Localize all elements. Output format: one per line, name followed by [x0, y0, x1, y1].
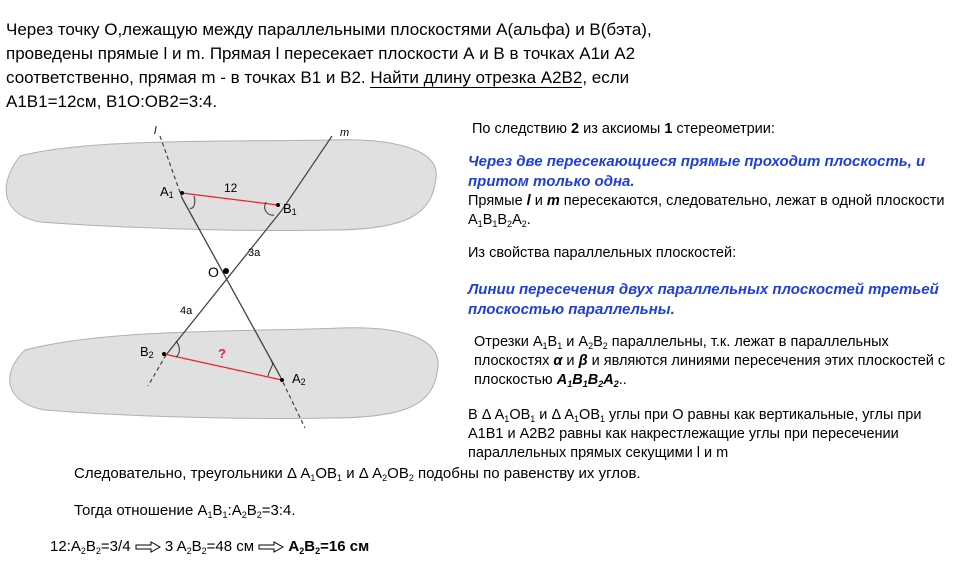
- similar-text-2: подобны по равенству их углов.: [413, 465, 641, 482]
- lines-text-3: пересекаются, следовательно, лежат в одной плоскости: [559, 193, 945, 209]
- point-b2: [162, 352, 166, 356]
- plane-alpha: [6, 140, 436, 231]
- label-a1: A1: [160, 184, 174, 200]
- axiom-number: 1: [664, 121, 673, 137]
- consequence-text: По следствию: [472, 121, 572, 137]
- tri-and: и Δ: [535, 407, 565, 423]
- plane-a1b1b2a2: $A_1B_1B_2A_2$.: [468, 212, 531, 229]
- seg-and-2: и: [562, 353, 579, 369]
- problem-line-1: Через точку О,лежащую между параллельными плоскостями А(альфа) и В(бэта),: [6, 20, 652, 39]
- seg-text-3: и являются линиями пересечения этих плоскостей с плоскостью: [474, 353, 946, 388]
- implies-arrow-icon: [135, 541, 161, 553]
- lines-text-2: и: [530, 193, 547, 209]
- plane-beta: [10, 328, 438, 419]
- problem-statement: [6, 18, 726, 114]
- consequence-text-2: из аксиомы: [579, 121, 665, 137]
- point-a2: [280, 378, 284, 382]
- problem-line-3-start: соответственно, прямая m - в точках В1 и В2.: [6, 68, 371, 87]
- theorem-parallel: Линии пересечения двух параллельных плоскостей третьей плоскостью параллельны.: [468, 281, 939, 318]
- point-b1: [276, 203, 280, 207]
- seg-and: и: [562, 334, 579, 350]
- tri-a1ob1-2: $A_1OB_1$: [564, 407, 606, 424]
- ratio-line: [74, 501, 296, 521]
- parallel-intro: Из свойства параллельных плоскостей:: [468, 245, 737, 261]
- label-b1: B1: [283, 201, 297, 217]
- seg-a1b1: $A_1B_1$: [532, 334, 563, 351]
- line-m-name: m: [546, 193, 560, 209]
- triangle-angles: [468, 406, 948, 463]
- problem-line-3-end: , если: [582, 68, 630, 87]
- label-b2: B2: [140, 344, 154, 360]
- triangle-a2ob2: $A_2OB_2$: [372, 465, 414, 483]
- consequence-text-3: стереометрии:: [672, 121, 775, 137]
- tri-text: В Δ: [468, 407, 495, 423]
- label-question: ?: [218, 346, 226, 361]
- final-answer: $A_2B_2=16$ см: [288, 538, 370, 556]
- similarity-line: [74, 464, 934, 484]
- implies-arrow-icon-2: [258, 541, 284, 553]
- seg-text: Отрезки: [474, 334, 533, 350]
- label-l: l: [154, 125, 157, 137]
- point-o: [223, 268, 229, 274]
- problem-line-3: [6, 66, 726, 90]
- label-o: O: [208, 264, 219, 280]
- final-a2b2: $A_2B_2$: [70, 538, 101, 556]
- label-m: m: [340, 127, 350, 139]
- line-l-name: l: [526, 193, 531, 209]
- segments-parallel: [468, 333, 948, 390]
- theorem-planes: Через две пересекающиеся прямые проходит плоскость, и притом только одна.: [468, 153, 926, 190]
- consequence-line: [468, 120, 948, 139]
- problem-question: Найти длину отрезка А2В2: [370, 68, 583, 87]
- final-text-2: =3/4: [100, 538, 131, 555]
- final-text-4: =48 см: [206, 538, 255, 555]
- point-a1: [180, 191, 184, 195]
- tri-a1ob1: $A_1OB_1$: [494, 407, 536, 424]
- ratio-expression: $A_1B_1:A_2B_2$: [197, 502, 262, 520]
- final-text-3: 3: [164, 538, 177, 555]
- triangle-a1ob1: $A_1OB_1$: [300, 465, 343, 483]
- seg-text-2: параллельны, т.к. лежат в параллельных плоскостях: [474, 334, 889, 369]
- ratio-value: =3:4.: [261, 502, 296, 519]
- alpha-symbol: α: [553, 353, 563, 369]
- beta-symbol: β: [578, 353, 588, 369]
- label-a2: A2: [292, 371, 306, 387]
- final-text-1: 12:: [50, 538, 71, 555]
- final-a2b2-2: $A_2B_2$: [176, 538, 207, 556]
- problem-line-4: А1В1=12см, В1О:ОВ2=3:4.: [6, 92, 218, 111]
- similar-text: Следовательно, треугольники Δ: [74, 465, 301, 482]
- final-calculation: [50, 537, 369, 557]
- consequence-number: 2: [571, 121, 580, 137]
- similar-and: и Δ: [342, 465, 373, 482]
- geometry-figure: [0, 118, 460, 463]
- lines-in-plane: [468, 192, 948, 230]
- plane-name: $A_1B_1B_2A_2$: [556, 372, 619, 389]
- seg-end: ..: [618, 372, 627, 388]
- problem-line-2: проведены прямые l и m. Прямая l пересекает плоскости А и В в точках А1и А2: [6, 44, 636, 63]
- label-4a: 4a: [180, 305, 193, 317]
- label-12: 12: [224, 181, 238, 195]
- seg-a2b2: $A_2B_2$: [578, 334, 608, 351]
- lines-text: Прямые: [468, 193, 527, 209]
- label-3a: 3a: [248, 247, 261, 259]
- ratio-text: Тогда отношение: [74, 502, 198, 519]
- tri-text-2: углы при О равны как вертикальные, углы при А1В1 и А2В2 равны как накрестлежащие углы при пересечении параллельных прямых секущими l и m: [468, 407, 922, 461]
